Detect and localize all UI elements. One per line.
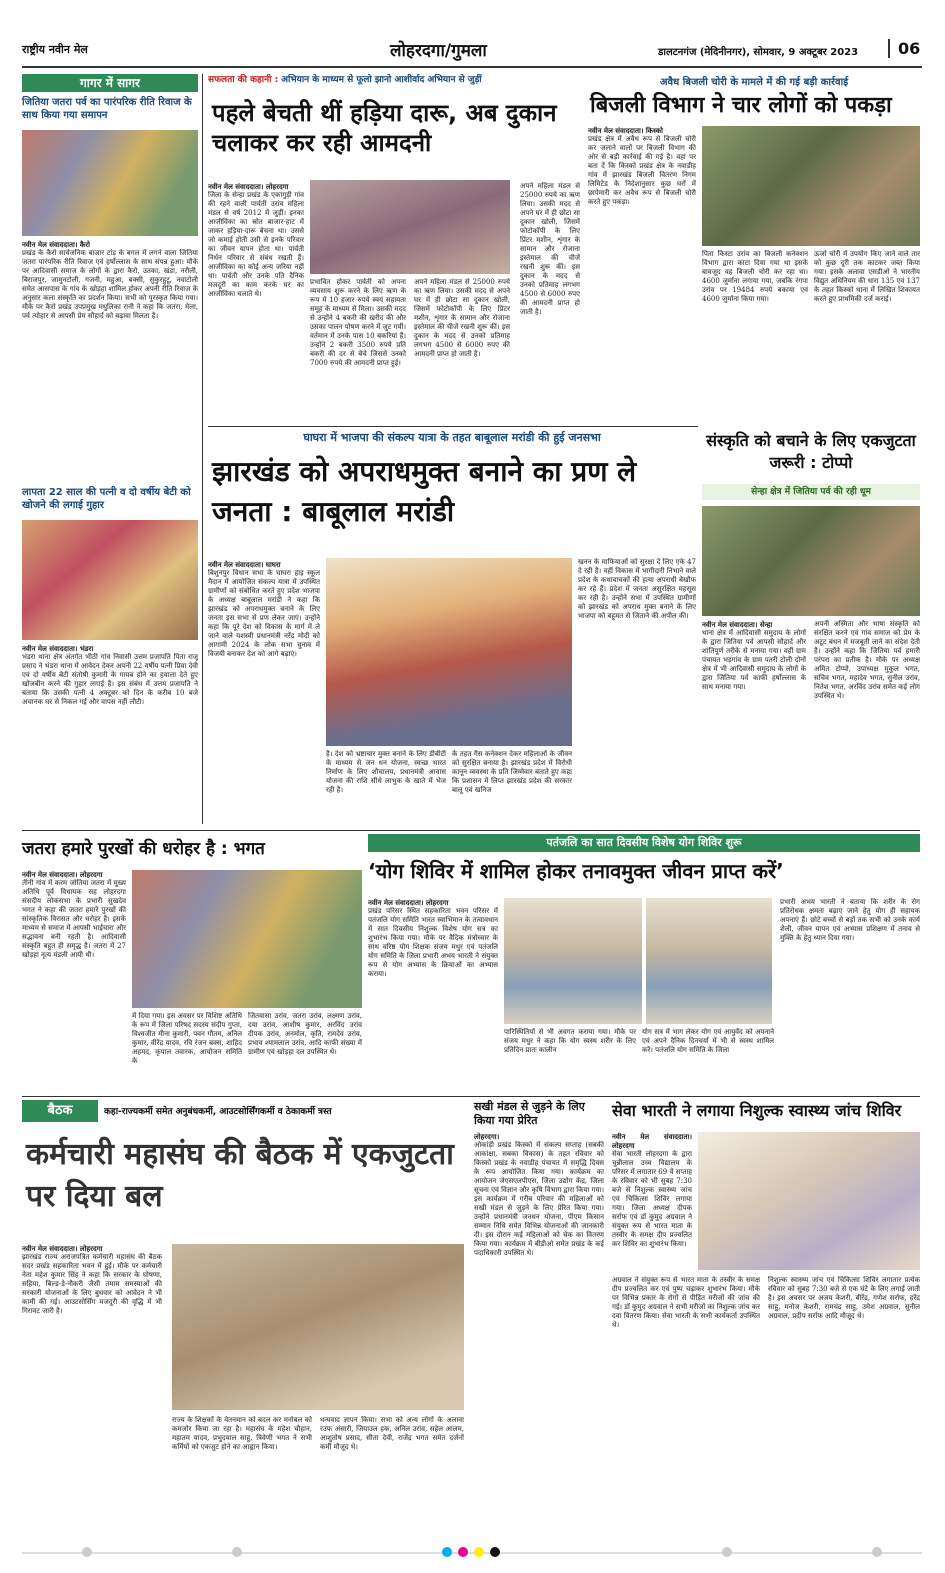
col-2: पिता किस्टा उरांव का बिजली कनेक्शन विभाग द्वारा काटा दिया गया था इसके बावजूद वह बिजली चोरी कर रहा था। 4600 जुर्माना लगाया गया, जबकि रंगपा उरांव पर 19484 रुपये बकाया एवं 4600 जुर्माना किया गया।	[702, 250, 808, 303]
dateline: नवीन मेल संवाददाता। किस्को	[588, 126, 663, 135]
headline: सखी मंडल से जुड़ने के लिए किया गया प्रेरित	[474, 1100, 585, 1127]
left-strip	[22, 74, 198, 774]
headline: ‘योग शिविर में शामिल होकर तनावमुक्त जीवन प्राप्त करें’	[368, 859, 784, 883]
raid-photo	[702, 126, 920, 246]
story-baithak	[22, 1100, 464, 1540]
yoga-photo-2	[646, 898, 772, 1024]
col-3: निशुल्क स्वास्थ्य जांच एवं चिकित्सा शिविर लगातार प्रत्येक रविवार को सुबह 7:30 बजे से एक घंटे के लिए लगाई जाती है। इस अवसर पर अजय केशरी, बीरेंद्र, गणेश सर्राफ, हरेंद्र साहु, मनोज केशरी, रामचंद्र साहु, उमेश अग्रवाल, सुनील अग्रवाल, प्रदीप सर्राफ आदि मौजूद थे।	[768, 1276, 920, 1320]
kicker: सेन्हा क्षेत्र में जितिया पर्व की रही धूम	[702, 484, 920, 500]
dateline: नवीन मेल संवाददाता। लोहरदगा	[22, 1244, 103, 1253]
headline: संस्कृति को बचाने के लिए एकजुटता जरूरी : टोप्पो	[706, 431, 916, 472]
col-1: थाना क्षेत्र में आदिवासी समुदाय के लोगों के द्वारा जितिया पर्व आपसी सौहार्द और शांतिपूर्ण तरीके से मनाया गया। वहीं ग्राम पंचायत भड़गांव के ग्राम पतरी टोली दोनों क्षेत्र में भी आदिवासी समुदाय के लोगों के द्वारा जितिया पर्व काफी हर्षोल्लास के साथ मनाया गया।	[702, 629, 806, 691]
headline: झारखंड को अपराधमुक्त बनाने का प्रण ले जनता : बाबूलाल मरांडी	[212, 455, 637, 528]
col-3: अपने महिला मंडल से 25000 रुपये का ऋण लिया। उसकी मदद से अपने घर में ही छोटा सा दुकान खोली, जिसमें फोटोकॉपी के लिए प्रिंटर मशीन, शृंगार के सामान और रोजाना इस्तेमाल की चीजें रखनी शुरू कीं। इस दुकान के मदद से उनको प्रतिमाह लगभग 4500 से 6000 रुपए की आमदनी प्राप्त हो जाती है।	[414, 278, 510, 358]
col-3: धन्यवाद ज्ञापन किया। सभा को अन्य लोगों के अलावा रउफ अंसारी, जियाउल हक, अनिल उरांव, सहेल आलम, आशुतोष प्रसाद, सीता देवी, राजेंद्र भगत समेत दर्जनों कर्मी मौजूद थे।	[320, 1416, 464, 1451]
section-label-gagar: गागर में सागर	[22, 74, 198, 92]
col-right: प्रभारी अभय भारती ने बताया कि शरीर के रोग प्रतिरोधक क्षमता बढ़ाए जाने हेतु योग ही सहायक अपनाएं हैं। छोटे बच्चों से बड़ों तक सभी को उनके कार्य शैली, जीवन यापन एवं अभ्यास प्रशिक्षण में तनाव से मुक्ति के हेतु ध्यान दिया गया।	[780, 898, 920, 942]
dateline: नवीन मेल संवाददाता। लोहरदगा	[368, 898, 449, 907]
tag-baithak: बैठक	[22, 1100, 98, 1122]
dateline: नवीन मेल संवाददाता। लोहरदगा	[22, 870, 103, 879]
missing-woman-photo	[22, 520, 198, 640]
col-2: राज्य के शिक्षकों के वेतनमान को बदल कर मनोबल को कमजोर किया जा रहा है। महासंघ के महेश चौहान, महातम यादव, प्रभुदयाल साहु, त्रिवेणी भगत ने सभी कर्मियों को एकजुट होने का आह्वान किया।	[172, 1416, 312, 1451]
dateline: डालटनगंज (मेदिनीनगर), सोमवार, 9 अक्टूबर 2023	[658, 47, 859, 58]
kicker-text: अभियान के माध्यम से फूलो झानो आशीर्वाद अभियान से जुड़ीं	[281, 75, 482, 85]
dateline: नवीन मेल संवाददाता। लोहरदगा	[208, 182, 289, 191]
brand-logo: राष्ट्रीय नवीन मेल	[22, 43, 88, 56]
headline: सेवा भारती ने लगाया निशुल्क स्वास्थ्य जांच शिविर	[612, 1101, 902, 1120]
kicker: कहा-राज्यकर्मी समेत अनुबंधकर्मी, आउटसोर्सिंगकर्मी व ठेकाकर्मी त्रस्त	[104, 1107, 332, 1117]
story-sakhi	[474, 1100, 604, 1540]
headline: पहले बेचती थीं हड़िया दारू, अब दुकान चलाकर कर रही आमदनी	[212, 99, 557, 157]
story-jatra	[22, 834, 362, 1094]
yoga-photo-1	[504, 898, 642, 1024]
reg-dot-2	[232, 1547, 242, 1557]
jatra-photo	[22, 130, 198, 236]
masthead	[22, 36, 922, 70]
story-seva	[612, 1100, 920, 1540]
reg-dot-black	[490, 1547, 500, 1557]
masthead-rule	[22, 66, 922, 68]
rally-photo	[326, 558, 572, 746]
meeting-photo	[172, 1244, 464, 1410]
story-yoga	[368, 834, 920, 1094]
story-marandi	[208, 430, 696, 828]
col-1: तीनी गांव में करम जोतिया जतरा में मुख्य अतिथि पूर्व विधायक सह लोहरदगा संसदीय लोकसभा के प्रभारी सुखदेव भगत ने कहा की जतरा हमारे पुरखों की सांस्कृतिक विरासत और धरोहर है। इसके माध्यम से समाज में आपसी भाईचारा और सद्भावना बनी रहती है। आदिवासी संस्कृति बहुत ही समृद्ध है। जतरा में 27 खोड़हा नृत्य मंडली आयी थी।	[22, 879, 126, 959]
headline: कर्मचारी महासंघ की बैठक में एकजुटता पर दिया बल	[26, 1137, 454, 1214]
reg-dot-3	[722, 1547, 732, 1557]
col-2: है। देश को भ्रष्टाचार मुक्त बनाने के लिए डीबीटी के माध्यम से जन धन योजना, स्वच्छ भारत निर्माण के लिए शौचालय, प्रधानमंत्री आवास योजना की राशि सीधे लाभुक के खाते में भेज रही है।	[326, 750, 446, 794]
reg-dot-magenta	[458, 1547, 468, 1557]
dateline: नवीन मेल संवाददाता। सेन्हा	[702, 620, 773, 629]
section-rule	[208, 426, 698, 427]
col-3-upper: अपने महिला मंडल से 25000 रुपये का ऋण लिया। उसकी मदद से अपने घर में ही छोटा सा दुकान खोली, जिसमें फोटोकॉपी के लिए प्रिंटर मशीन, शृंगार के सामान और रोजाना इस्तेमाल की चीजें रखनी शुरू कीं। इस दुकान के मदद से उनको प्रतिमाह लगभग 4500 से 6000 रुपए की आमदनी प्राप्त हो जाती है।	[520, 182, 580, 316]
jatra-crowd-photo	[132, 870, 362, 1008]
section-rule-2	[22, 830, 920, 831]
story2-body: भंडरा थाना क्षेत्र अंतर्गत भीठी गांव निवासी उत्तम प्रजापति पिता राजू प्रसाद ने भंडरा थाना में आवेदन देकर अपनी 22 वर्षीय पत्नी प्रिया देवी एवं दो वर्षीय बेटी संतोषी कुमारी के गायब होने का हवाला देते हुए खोजबीन करने की गुहार लगाई है। इस संबंध में उत्तम प्रजापति ने बताया कि उसकी पत्नी 4 अक्टूबर को दिन के करीब 10 बजे अचानक घर से निकल गई और वापस नहीं लौटी।	[22, 653, 198, 706]
col-2: अपनी अस्मिता और भाषा संस्कृति को संरक्षित करने एवं गांव समाज को प्रेम के अटूट बंधन में मजबूती लाने का संदेश देती है। उन्होंने कहा कि जितिया पर्व हमारी परंपरा का प्रतीक है। मौके पर अध्यक्ष अमित टोप्पो, उपाध्यक्ष मुकुल भगत, सचिव भगत, महादेव भगत, सुनील उरांव, नितेश भगत, अरविंद उरांव समेत कई लोग उपस्थित थे।	[814, 620, 920, 700]
headline: बिजली विभाग ने चार लोगों को पकड़ा	[590, 93, 892, 118]
story1-body: प्रखंड के कैरो सार्वजनिक बाजार टांड़ के बगल में लगने वाला जितिया जतरा पारंपरिक रीति रिवाज एवं हर्षोल्लास के साथ संपन्न हुआ। मौके पर आदिवासी समाज के लोगों के द्वारा कैरो, उतका, खंडा, नरौली, बिराजपुर, जामुनटोली, गजनी, महुआ, बक्सी, सुकुरहुटू, नवाटोली समेत आसपास के गांव के खोड़हा शामिल होकर अपनी रीति रिवाज के अनुसार कला संस्कृति का प्रदर्शन किया। सभी को पुरस्कृत किया गया। मौके पर कैरो प्रखंड उपप्रमुख मधुलिका रानी ने कहा कि जतरा, मेला, पर्व त्योहार से आपसी प्रेम सौहार्द को बढ़ावा मिलता है।	[22, 249, 198, 320]
caption-1: पारिस्थितियों से भी अवगत कराया गया। मौके पर संजय मधुर ने कहा कि योग स्वस्थ शरीर के लिए प्रतिदिन प्रातः कालीन	[504, 1028, 636, 1054]
kicker-label: सफलता की कहानी :	[208, 75, 279, 85]
col-1: प्रखंड परिसर स्थित सहकारिता भवन परिसर में पतंजलि योग समिति भारत स्वाभिमान के तत्वावधान में सात दिवसीय निशुल्क विशेष योग सत्र का शुभारंभ किया गया। मौके पर वैदिक मंत्रोच्चार के साथ वरिष्ठ योग शिक्षक संजय मधुर एवं पतंजलि योग समिति के जिला प्रभारी अभय भारती ने संयुक्त रूप से योग अभ्यास के क्रियाओं का अभ्यास कराया।	[368, 907, 498, 978]
column-divider	[202, 74, 203, 824]
story2-dateline: नवीन मेल संवाददाता। भंडरा	[22, 644, 94, 653]
reg-dot-1	[82, 1547, 92, 1557]
page-number: 06	[888, 39, 920, 58]
col-2: अग्रवाल ने संयुक्त रूप से भारत माता के तस्वीर के समक्ष दीप प्रज्वलित कर एवं पुष्प चढ़ाकर शुभारंभ किया। मौके पर विभिन्न प्रकार के रोगों से पीड़ित मरीजों की जांच की गई। डॉ कुमुद अग्रवाल ने सभी मरीजों का निशुल्क जांच कर दवा वितरण किया। सेवा भारती के सभी कार्यकर्ता उपस्थित थे।	[612, 1276, 760, 1329]
story-toppo	[702, 430, 920, 828]
dateline: नवीन मेल संवाददाता। घाघरा	[208, 560, 281, 569]
reg-dot-cyan	[442, 1547, 452, 1557]
story-bijli	[588, 74, 920, 424]
kicker: अवैध बिजली चोरी के मामले में की गई बड़ी कार्रवाई	[659, 77, 849, 88]
body: ओकांड़ी प्रखंड किस्को में संकल्प सप्ताह (सबकी आकांक्षा, सबका विकास) के तहत रविवार को किस्को प्रखंड के नवाडीह पंचायत में समृद्धि दिवस के रूप आयोजित किया गया। कार्यक्रम का आयोजन जेएसएलपीएस, जिला उद्योग केंद्र, जिला सूचना एवं विज्ञान और कृषि विभाग द्वारा किया गया। इस कार्यक्रम में गरीब परिवार की महिलाओं को सखी मंडल से जुड़ने के लिए प्रेरित किया गया। उन्होंने प्रधानमंत्री जनधन योजना, पीएम किसान सम्मान निधि समेत विभिन्न योजनाओं की जानकारी दी। इस दौरान कई महिलाओं को चेक का वितरण किया गया। कार्यक्रम में बीडीओ समेत प्रखंड के कई पदाधिकारी उपस्थित थे।	[474, 1141, 604, 1257]
section-bar: पतंजलि का सात दिवसीय विशेष योग शिविर शुरू	[368, 834, 920, 852]
section-rule-3	[22, 1096, 920, 1097]
col-1: झारखंड राज्य अराजपत्रित कर्मचारी महासंघ की बैठक सदर प्रखंड सहकारिता भवन में हुई। मौके पर कर्मचारी नेता महेश कुमार सिंह ने कहा कि सरकार के घोषणा, सहिया, बिल्ड-डे-नौकरी जैसी तमाम समस्याओं की सरकारी योजनाओं के लिए बुधवार को आवेदन ने भी कामी की गई। आउटसोर्सिंग मजदूरी की वृद्धि में भी गिरावट जारी है।	[22, 1253, 162, 1315]
dateline: लोहरदगा।	[474, 1132, 500, 1141]
col-1: जिला के सेन्हा प्रखंड के एकागुड़ी गांव की रहने वाली पार्वती उरांव महिला मंडल से वर्ष 2012 में जुड़ीं। इनका आजीविका का स्रोत बाजार-हाट में जाकर हड़िया-दारू बेचना था। उससे जो कमाई होती उसी से इनके परिवार का जीवन यापन होता था। पार्वती निर्धन परिवार से संबंध रखती हैं। आजीविका का कोई अन्य जरिया नहीं था। पार्वती और उनके पति दैनिक मजदूरी का काम करके घर का आजीविका चलाते थे।	[208, 191, 304, 298]
jitiya-photo	[702, 506, 920, 616]
reg-dot-yellow	[474, 1547, 484, 1557]
footer-marks	[22, 1546, 922, 1560]
story1-dateline: नवीन मेल संवाददाता। कैरो	[22, 240, 90, 249]
col-1: बिशुनपुर विधान सभा के घाघरा हाइ स्कूल मैदान में आयोजित संकल्प यात्रा में उपस्थित ग्रामीणों को संबोधित करते हुए प्रदेश भाजपा के अध्यक्ष बाबूलाल मरांडी ने कहा कि झारखंड को अपराधमुक्त बनाने के लिए जनता इस सभा से प्रण लेकर जाएं। उन्होंने कहा कि पूरे देश को विकास के मार्ग में ले जाने वाले यशस्वी प्रधानमंत्री नरेंद्र मोदी को आगामी 2024 के लोक सभा चुनाव में विजयी बनाकर देश को आगे बढ़ाएं।	[208, 569, 320, 658]
dateline: नवीन मेल संवाददाता। लोहरदगा	[612, 1132, 692, 1150]
col-1: सेवा भारती लोहरदगा के द्वारा चुन्नीलाल उच्च विद्यालय के परिसर में लगातार 69 वें सप्ताह के रविवार को भी सुबह 7:30 बजे से निशुल्क स्वास्थ्य जांच एवं चिकित्सा शिविर लगाया गया। जिला अध्यक्ष दीपक सर्राफ एवं डॉ कुमुद अग्रवाल ने संयुक्त रूप से भारत माता के तस्वीर के समक्ष दीप प्रज्वलित कर शिविर का शुभारंभ किया।	[612, 1150, 692, 1248]
parvati-photo	[310, 180, 510, 274]
section-title: लोहरदगा/गुमला	[390, 41, 487, 61]
headline: जतरा हमारे पुरखों की धरोहर है : भगत	[22, 839, 265, 859]
story2-headline: लापता 22 साल की पत्नी व दो वर्षीय बेटी को खोजने की लगाई गुहार	[22, 487, 191, 511]
health-camp-photo	[698, 1132, 920, 1270]
col-2: प्रभावित होकर पार्वती को अपना व्यवसाय शुरू करने के लिए ऋण के रूप में 10 हजार रुपये स्वयं सहायता समूह के माध्यम से मिला। उसकी मदद से उन्होंने 4 बकरी की खरीद की और उसका पालन पोषण करने में जुट गयीं। वर्तमान में उनके पास 10 बकरियां हैं। उन्होंने 2 बकरी 3500 रुपये प्रति बकरी की दर से बेचे जिससे उनको 7000 रुपये की आमदनी प्राप्त हुई।	[310, 278, 406, 367]
col-2: में दिया गया। इस अवसर पर विशिष्ट अतिथि के रूप में जिला परिषद सदस्य संदीप गुप्ता, विश्वजीत मीना कुमारी, पवन गौतम, अनिल कुमार, वीरेंद्र यादव, रवि रंजन बक्स, शाहिद अहमद, कृपाल तवारक, आयोजन समिति के	[132, 1012, 242, 1065]
kicker	[208, 74, 576, 86]
col-3: ऊर्जा चोरी में उपयोग किए जाने वाले तार को कुछ दूरी तक काटकर जब्त किया गया। इसके अलावा एसडीओ ने भारतीय विद्युत अधिनियम की धारा 135 एवं 137 के तहत किस्को थाना में लिखित शिकायत करते हुए प्राथमिकी दर्ज कराई।	[814, 250, 920, 303]
col-3: के तहत गैस कनेक्शन देकर महिलाओं के जीवन को सुरक्षित बनाया है। झारखंड प्रदेश में विरोधी कानून व्यवस्था के प्रति जिम्मेवार बताते हुए कहा कि प्रशासन में लिप्त झारखंड प्रदेश की सरकार बालू एवं खनिज	[452, 750, 572, 794]
col-1: प्रखंड क्षेत्र में अवैध रूप से बिजली चोरी कर जलाने वालों पर बिजली विभाग की ओर से बड़ी कार्रवाई की गई है। वहां पर बता दें कि किस्को प्रखंड क्षेत्र के नवाडीह गांव में झारखंड बिजली वितरण निगम लिमिटेड के निदेशानुसार कुछ घरों में छापेमारी कर अवैध रूप से बिजली चोरी करते हुए पकड़ा।	[588, 135, 696, 206]
caption-2: योग सत्र में भाग लेकर योग एवं आयुर्वेद को अपनाने एवं अपने दैनिक दिनचर्या में भी से स्वस्थ शामिल करें। पतंजलि योग समिति के जिला	[642, 1028, 774, 1054]
col-4: खनन के माफियाओं को सुरक्षा दे लिए एके 47 दे रही है। वहीं विकास में भागीदारी निभाने वाले प्रदेश के कथावाचकों की हत्या अपराधी बेखौफ कर रहे हैं। प्रदेश में जनता असुरक्षित महसूस कर रही है। उन्होंने सभा में उपस्थित ग्रामीणों को झारखंड को अपराध मुक्त बनाने के लिए भाजपा को बहुमत से जिताने की अपील की।	[578, 558, 696, 620]
story1-headline: जितिया जतरा पर्व का पारंपरिक रीति रिवाज के साथ किया गया समापन	[22, 97, 192, 121]
reg-dot-4	[872, 1547, 882, 1557]
kicker: घाघरा में भाजपा की संकल्प यात्रा के तहत बाबूलाल मरांडी की हुई जनसभा	[303, 431, 601, 444]
col-3: जितवासा उरांव, जतरा उरांव, लक्ष्मण उरांव, दया उरांव, आशीष कुमार, अरविंद उरांव दीपक उरांव, अनमोल, कृति, रामदेव उरांव, प्रभाव श्यामलाल उरांव, आदि काफी संख्या में ग्रामीण एवं खोड़हा दल उपस्थित थे।	[248, 1012, 362, 1056]
reg-bar	[22, 1552, 922, 1554]
